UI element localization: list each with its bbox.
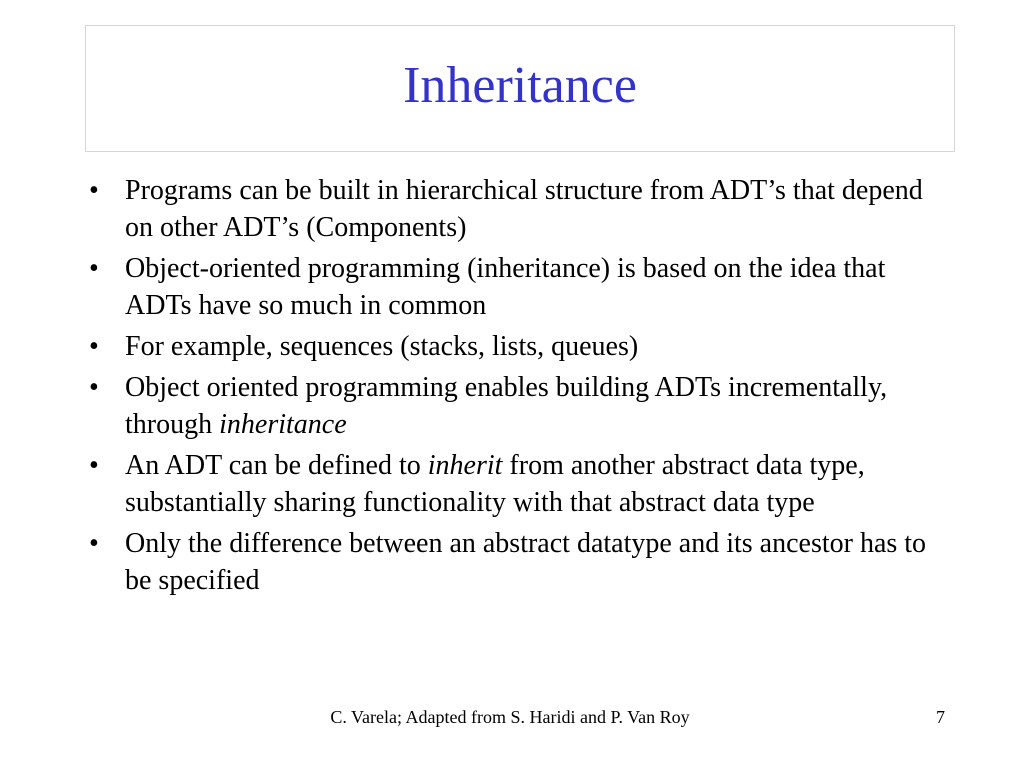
emphasis-term: inherit xyxy=(427,450,503,481)
bullet-item xyxy=(85,250,955,324)
bullet-dot-icon: • xyxy=(89,372,99,403)
bullet-text-part: Object oriented programming enables building ADTs incrementally, through xyxy=(125,372,888,440)
bullet-text: Object-oriented programming (inheritance) is based on the idea that ADTs have so much in common xyxy=(125,253,886,321)
bullet-item xyxy=(85,525,955,599)
slide-title: Inheritance xyxy=(403,56,637,114)
bullet-dot-icon: • xyxy=(89,450,99,481)
bullet-list xyxy=(85,172,955,603)
page-number: 7 xyxy=(936,707,945,727)
bullet-text xyxy=(125,372,887,440)
bullet-text xyxy=(125,450,865,518)
bullet-item xyxy=(85,369,955,443)
bullet-text: Programs can be built in hierarchical structure from ADT’s that depend on other ADT’s (Components) xyxy=(125,175,923,243)
emphasis-term: inheritance xyxy=(219,409,347,440)
bullet-text: For example, sequences (stacks, lists, queues) xyxy=(125,331,639,362)
bullet-dot-icon: • xyxy=(89,253,99,284)
bullet-dot-icon: • xyxy=(89,331,99,362)
footer-credit: C. Varela; Adapted from S. Haridi and P. Van Roy xyxy=(330,707,690,727)
bullet-item xyxy=(85,328,955,365)
bullet-text-part: from another abstract data type, substantially sharing functionality with that abstract data type xyxy=(125,450,865,518)
title-frame xyxy=(85,25,955,152)
bullet-text-part: An ADT can be defined to xyxy=(125,450,428,481)
bullet-item xyxy=(85,172,955,246)
bullet-dot-icon: • xyxy=(89,175,99,206)
bullet-text: Only the difference between an abstract datatype and its ancestor has to be specified xyxy=(125,528,927,596)
bullet-dot-icon: • xyxy=(89,528,99,559)
bullet-item xyxy=(85,447,955,521)
